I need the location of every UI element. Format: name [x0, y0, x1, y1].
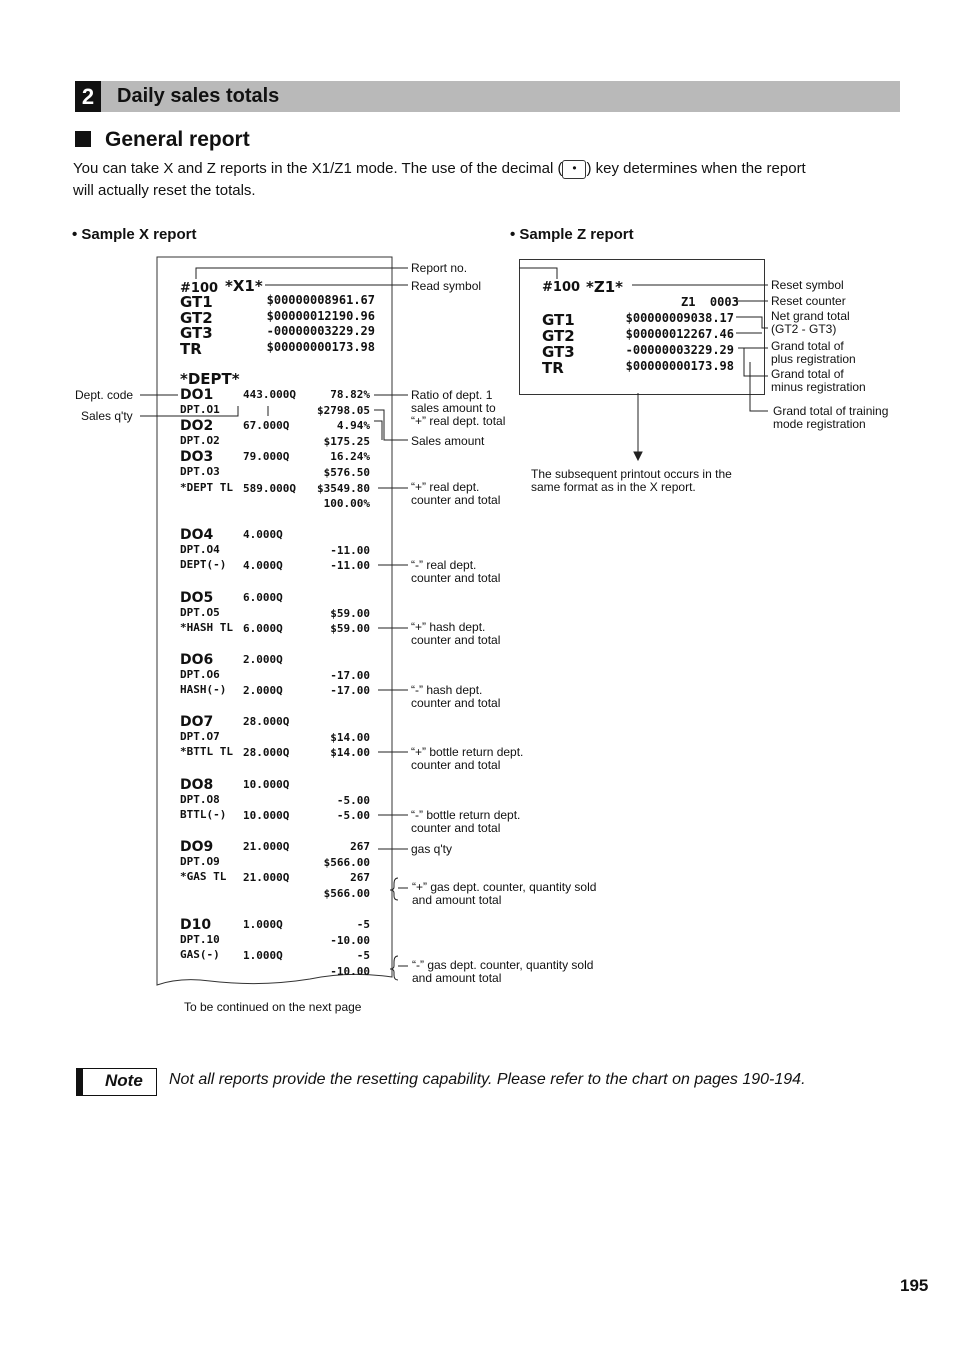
section-number: 2 — [75, 81, 101, 112]
row-code: *DEPT TL — [180, 480, 233, 494]
label-minus-bottle: “-” bottle return dept. counter and total — [411, 808, 521, 835]
intro-text-line2: will actually reset the totals. — [73, 182, 256, 199]
row-code: *GAS TL — [180, 870, 227, 884]
row-amount: 100.00% — [323, 497, 370, 511]
row-code: DPT.O2 — [180, 433, 220, 447]
total-label: GT2 — [180, 308, 213, 327]
x-read-symbol: *X1* — [225, 277, 263, 295]
row-amount: -5 — [356, 918, 370, 931]
total-label: TR — [180, 339, 202, 358]
row-code: DO7 — [180, 714, 214, 730]
row-code: DPT.O1 — [180, 402, 220, 416]
row-code: DPT.O5 — [180, 605, 220, 619]
row-amount: -5.00 — [336, 793, 370, 807]
row-code: DPT.10 — [180, 932, 220, 946]
row-amount: $566.00 — [323, 855, 370, 869]
label-plus-real: “+” real dept. counter and total — [411, 480, 501, 507]
row-amount: -5 — [356, 949, 370, 963]
row-amount: 4.94% — [336, 419, 370, 433]
label-plus-bottle: “+” bottle return dept. counter and total — [411, 745, 524, 772]
z-subsequent-note: The subsequent printout occurs in the same format as in the X report. — [531, 467, 732, 494]
row-amount: -10.00 — [330, 964, 370, 978]
z-reset-symbol: *Z1* — [586, 278, 624, 296]
row-quantity: 67.000Q — [243, 419, 290, 433]
label-plus-hash: “+” hash dept. counter and total — [411, 620, 501, 647]
total-label: GT3 — [180, 324, 213, 343]
row-amount: $59.00 — [330, 606, 370, 620]
total-value: -00000003229.29 — [625, 343, 734, 357]
row-code: DPT.O6 — [180, 667, 220, 681]
row-code: DPT.O3 — [180, 465, 220, 478]
subsection-title: General report — [105, 128, 250, 151]
row-code: DO2 — [180, 418, 214, 435]
row-quantity: 21.000Q — [243, 871, 290, 885]
row-amount: 78.82% — [330, 388, 370, 401]
total-label: GT1 — [542, 311, 575, 329]
row-quantity: 589.000Q — [243, 481, 296, 495]
x-report-heading: • Sample X report — [72, 226, 197, 243]
total-label: GT3 — [542, 343, 575, 361]
label-sales-amount: Sales amount — [411, 434, 485, 448]
row-code: DPT.O9 — [180, 854, 220, 868]
intro-text-b: ) key determines when the report — [586, 160, 806, 177]
label-reset-counter: Reset counter — [771, 294, 846, 308]
row-code: DO6 — [180, 652, 214, 668]
label-gt-minus: Grand total of minus registration — [771, 367, 866, 394]
row-code: DPT.O4 — [180, 542, 220, 556]
row-code: DO3 — [180, 449, 214, 466]
row-quantity: 4.000Q — [243, 528, 283, 541]
total-label: TR — [542, 359, 564, 377]
dept-header: *DEPT* — [180, 370, 240, 388]
row-amount: -10.00 — [330, 933, 370, 947]
z-report-number: #100 — [542, 280, 581, 295]
page-number: 195 — [900, 1276, 929, 1295]
note-bar — [76, 1068, 83, 1096]
row-amount: 267 — [350, 840, 370, 853]
row-code: DEPT(-) — [180, 558, 227, 572]
label-gt-plus: Grand total of plus registration — [771, 339, 856, 366]
row-code: *BTTL TL — [180, 745, 233, 759]
label-dept-code: Dept. code — [75, 388, 134, 402]
label-gas-qty: gas q'ty — [411, 842, 452, 856]
total-value: $00000012190.96 — [266, 308, 375, 323]
x-report-number: #100 — [180, 281, 219, 296]
row-amount: $175.25 — [323, 434, 370, 448]
row-code: BTTL(-) — [180, 808, 227, 822]
label-sales-qty: Sales q'ty — [81, 409, 133, 423]
row-code: HASH(-) — [180, 683, 227, 697]
row-quantity: 10.000Q — [243, 778, 290, 791]
total-label: GT2 — [542, 327, 575, 345]
label-plus-gas: “+” gas dept. counter, quantity sold and amount total — [412, 880, 597, 907]
row-amount: $566.00 — [323, 886, 370, 900]
row-amount: $59.00 — [330, 622, 370, 636]
total-value: -00000003229.29 — [266, 324, 375, 339]
row-quantity: 28.000Q — [243, 746, 290, 760]
row-code: DO4 — [180, 527, 214, 543]
row-amount: -17.00 — [330, 684, 370, 698]
total-value: $00000009038.17 — [625, 311, 734, 325]
row-amount: $2798.05 — [317, 403, 370, 417]
row-amount: 16.24% — [330, 450, 370, 464]
label-minus-gas: “-” gas dept. counter, quantity sold and amount total — [412, 958, 594, 985]
row-quantity: 4.000Q — [243, 559, 283, 573]
label-minus-real: “-” real dept. counter and total — [411, 558, 501, 585]
row-code: DPT.O7 — [180, 729, 220, 743]
total-value: $00000000173.98 — [266, 339, 375, 354]
row-quantity: 10.000Q — [243, 809, 290, 823]
row-amount: -5.00 — [336, 809, 370, 823]
row-amount: -17.00 — [330, 668, 370, 682]
row-quantity: 443.000Q — [243, 388, 296, 401]
row-amount: -11.00 — [330, 559, 370, 573]
row-amount: $576.50 — [323, 466, 370, 479]
decimal-key-icon: • — [562, 160, 586, 179]
note-label: Note — [105, 1071, 143, 1090]
total-value: $00000012267.46 — [625, 327, 734, 341]
total-label: GT1 — [180, 293, 213, 311]
row-amount: $14.00 — [330, 730, 370, 744]
section-title: Daily sales totals — [117, 85, 280, 107]
row-code: DO9 — [180, 839, 214, 855]
row-quantity: 6.000Q — [243, 622, 283, 636]
row-quantity: 1.000Q — [243, 949, 283, 963]
label-minus-hash: “-” hash dept. counter and total — [411, 683, 501, 710]
continued-note: To be continued on the next page — [184, 1000, 362, 1014]
row-code: DO8 — [180, 777, 214, 793]
label-read-symbol: Read symbol — [411, 279, 482, 293]
row-amount: -11.00 — [330, 543, 370, 557]
row-quantity: 1.000Q — [243, 918, 283, 931]
z-report-heading: • Sample Z report — [510, 226, 634, 243]
row-quantity: 2.000Q — [243, 653, 283, 666]
label-reset-symbol: Reset symbol — [771, 278, 844, 292]
row-code: DO5 — [180, 590, 214, 606]
row-amount: $14.00 — [330, 746, 370, 760]
note-text: Not all reports provide the resetting capability. Please refer to the chart on pages 190-194. — [169, 1071, 806, 1088]
row-amount: $3549.80 — [317, 481, 370, 495]
row-quantity: 6.000Q — [243, 591, 283, 604]
z-reset-counter: Z1 0003 — [681, 295, 739, 309]
row-code: GAS(-) — [180, 948, 220, 962]
row-code: *HASH TL — [180, 621, 233, 635]
label-report-no: Report no. — [411, 261, 468, 275]
row-quantity: 28.000Q — [243, 715, 290, 728]
row-amount: 267 — [350, 871, 370, 885]
total-value: $00000000173.98 — [625, 359, 734, 373]
row-code: D10 — [180, 917, 212, 933]
label-ratio: Ratio of dept. 1 sales amount to “+” real dept. total — [411, 388, 506, 428]
row-code: DPT.O8 — [180, 792, 220, 806]
row-quantity: 2.000Q — [243, 684, 283, 698]
total-value: $00000008961.67 — [266, 293, 375, 307]
intro-text-a: You can take X and Z reports in the X1/Z1 mode. The use of the decimal ( — [73, 160, 563, 177]
row-code: DO1 — [180, 387, 214, 403]
label-gt-training: Grand total of training mode registration — [773, 404, 889, 431]
row-quantity: 21.000Q — [243, 840, 290, 853]
label-net-grand-total: Net grand total (GT2 - GT3) — [771, 309, 850, 336]
row-quantity: 79.000Q — [243, 450, 290, 464]
